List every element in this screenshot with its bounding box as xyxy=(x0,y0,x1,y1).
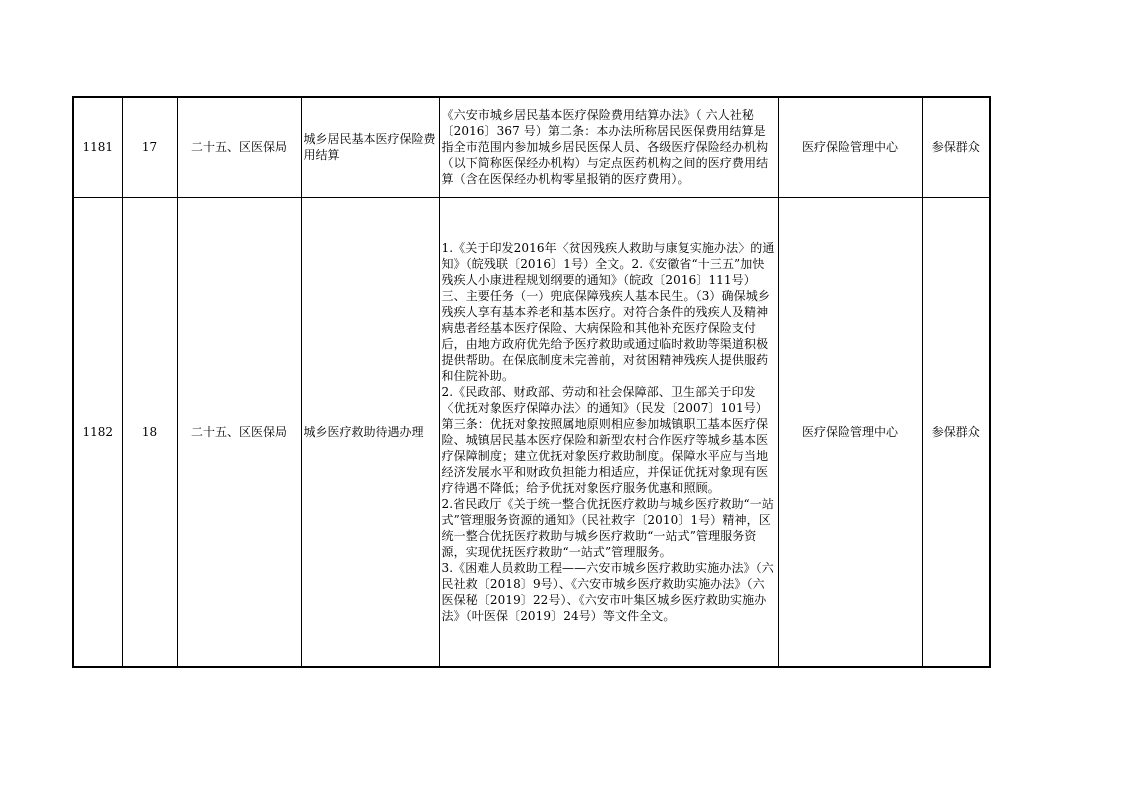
service-items-table xyxy=(72,96,991,668)
table-row xyxy=(73,197,990,667)
row-sub-seq-cell: 18 xyxy=(122,197,177,667)
row-basis-cell xyxy=(439,197,778,667)
basis-paragraph: 2.《民政部、财政部、劳动和社会保障部、卫生部关于印发〈优抚对象医疗保障办法〉的通知》（民发〔2007〕101号）第三条：优抚对象按照属地原则相应参加城镇职工基本医疗保险、城镇居民基本医疗保险和新型农村合作医疗等城乡基本医疗保障制度；建立优抚对象医疗救助制度。保障水平应与当地经济发展水平和财政负担能力相适应，并保证优抚对象现有医疗待遇不降低；给予优抚对象医疗服务优惠和照顾。 xyxy=(441,384,769,495)
basis-paragraph: 3.《困难人员救助工程——六安市城乡医疗救助实施办法》（六民社救〔2018〕9号）、《六安市城乡医疗救助实施办法》（六医保秘〔2019〕22号）、《六安市叶集区城乡医疗救助实施办法》（叶医保〔2019〕24号）等文件全文。 xyxy=(441,560,774,623)
row-target-cell: 参保群众 xyxy=(922,197,990,667)
table-row xyxy=(73,97,990,197)
row-item-name-cell: 城乡医疗救助待遇办理 xyxy=(301,197,439,667)
row-sub-seq-cell: 17 xyxy=(122,97,177,197)
basis-paragraph: 《六安市城乡居民基本医疗保险费用结算办法》（ 六人社秘〔2016〕367 号）第二条：本办法所称居民医保费用结算是指全市范围内参加城乡居民医保人员、各级医疗保险经办机构（以下简称医保经办机构）与定点医药机构之间的医疗费用结算（含在医保经办机构零星报销的医疗费用）。 xyxy=(441,108,769,187)
row-seq-cell: 1182 xyxy=(73,197,122,667)
row-target-cell: 参保群众 xyxy=(922,97,990,197)
row-unit-cell: 医疗保险管理中心 xyxy=(778,197,922,667)
row-basis-cell xyxy=(439,97,778,197)
row-seq-cell: 1181 xyxy=(73,97,122,197)
row-unit-cell: 医疗保险管理中心 xyxy=(778,97,922,197)
row-department-cell: 二十五、区医保局 xyxy=(177,197,301,667)
basis-paragraph: 1.《关于印发2016年〈贫因残疾人救助与康复实施办法〉的通知》（皖残联〔2016〕1号）全文。2.《安徽省“十三五”加快残疾人小康进程规划纲要的通知》（皖政〔2016〕111号）三、主要任务（一）兜底保障残疾人基本民生。（3）确保城乡残疾人享有基本养老和基本医疗。对符合条件的残疾人及精神病患者经基本医疗保险、大病保险和其他补充医疗保险支付后，由地方政府优先给予医疗救助或通过临时救助等渠道积极提供帮助。在保底制度未完善前，对贫困精神残疾人提供服药和住院补助。 xyxy=(441,240,775,383)
row-department-cell: 二十五、区医保局 xyxy=(177,97,301,197)
basis-paragraph: 2.省民政厅《关于统一整合优抚医疗救助与城乡医疗救助“一站式”管理服务资源的通知》（民社救字〔2010〕1号）精神，区统一整合优抚医疗救助与城乡医疗救助“一站式”管理服务资源，实现优抚医疗救助“一站式”管理服务。 xyxy=(441,496,774,559)
row-item-name-cell: 城乡居民基本医疗保险费用结算 xyxy=(301,97,439,197)
